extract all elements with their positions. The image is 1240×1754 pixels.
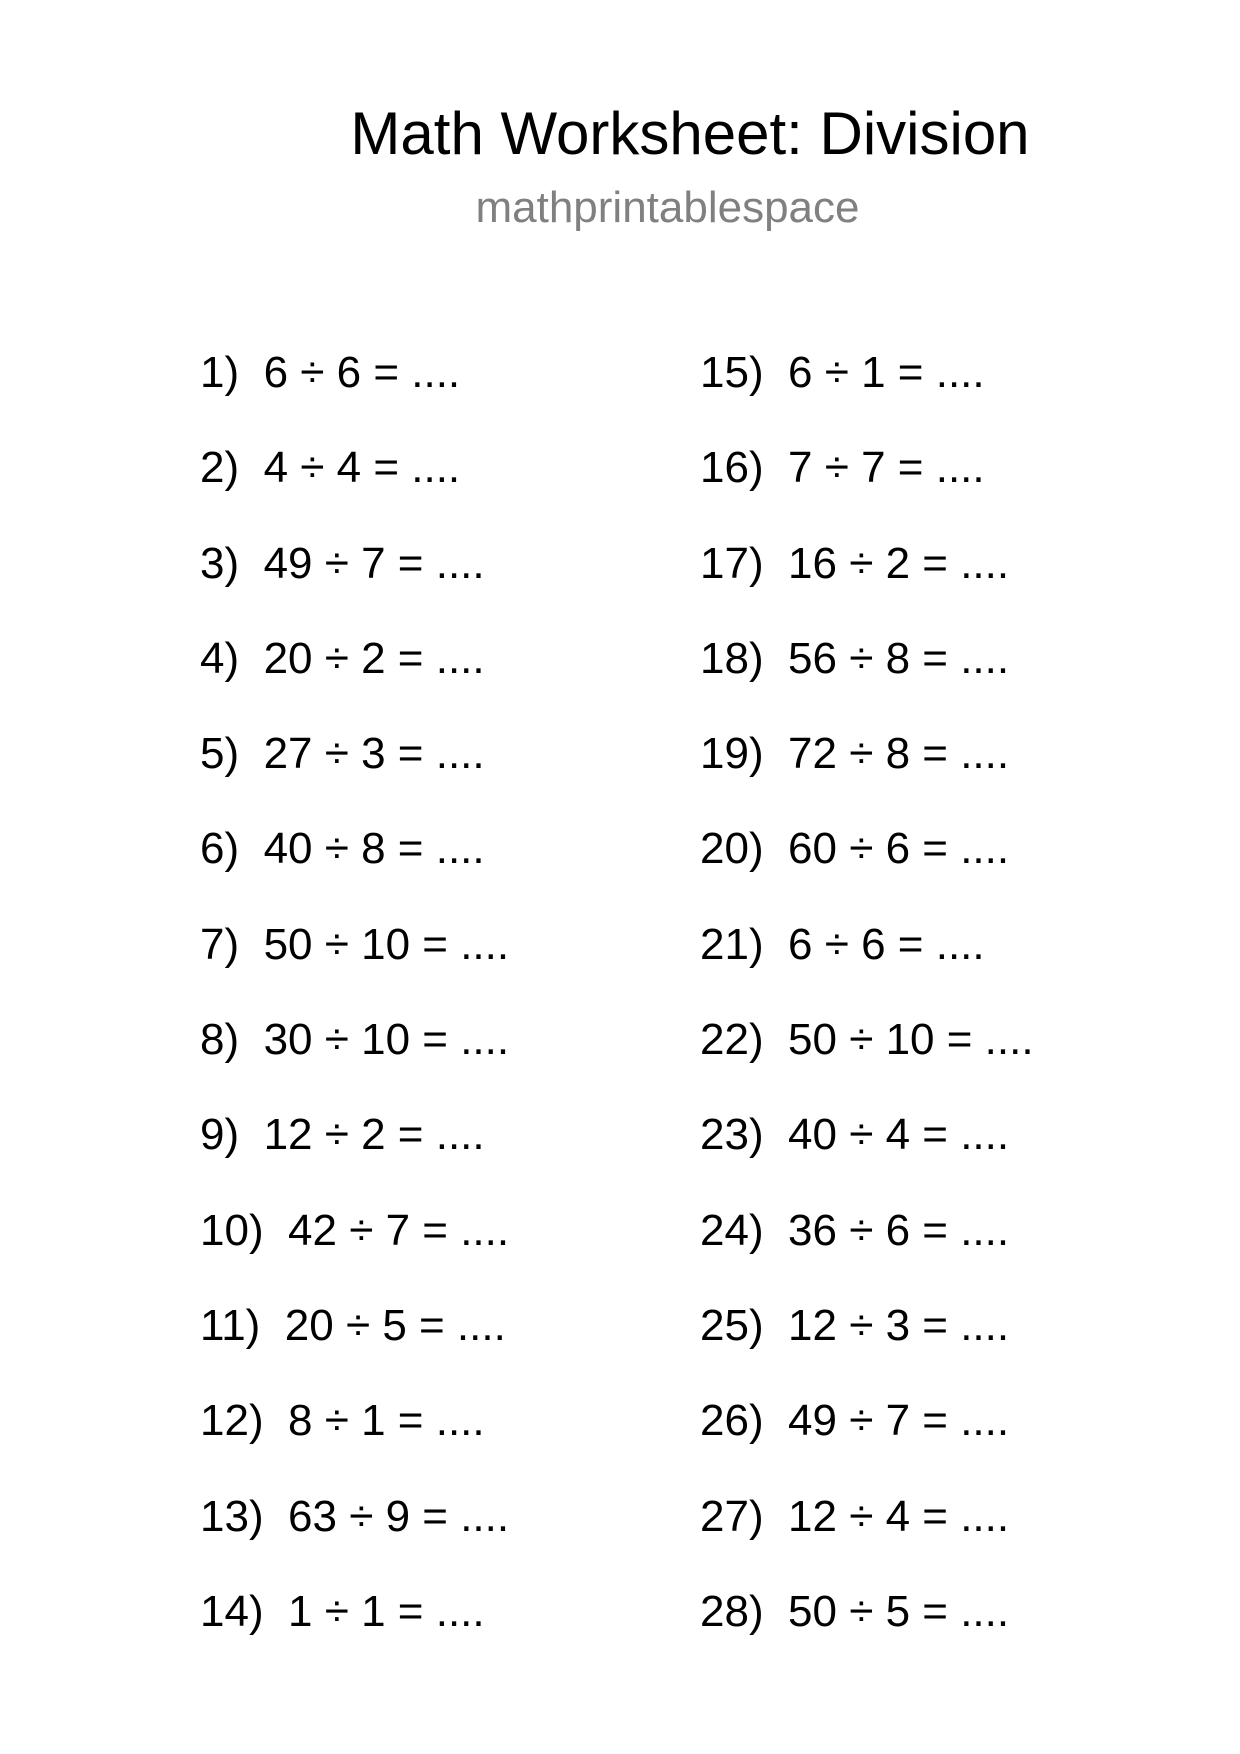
left-problem-column	[200, 347, 740, 1681]
problem-item: 24) 36 ÷ 6 = ....	[700, 1205, 1010, 1255]
problem-item: 25) 12 ÷ 3 = ....	[700, 1300, 1010, 1350]
problem-item: 28) 50 ÷ 5 = ....	[700, 1586, 1010, 1636]
problem-item: 15) 6 ÷ 1 = ....	[700, 348, 985, 397]
problem-item: 4) 20 ÷ 2 = ....	[200, 633, 485, 683]
problem-item: 13) 63 ÷ 9 = ....	[200, 1491, 510, 1541]
problem-item: 22) 50 ÷ 10 = ....	[700, 1015, 1034, 1065]
problem-item: 1) 6 ÷ 6 = ....	[200, 348, 461, 397]
problem-item: 5) 27 ÷ 3 = ....	[200, 729, 485, 779]
problem-item: 8) 30 ÷ 10 = ....	[200, 1015, 510, 1065]
problem-item: 3) 49 ÷ 7 = ....	[200, 538, 485, 588]
problem-item: 21) 6 ÷ 6 = ....	[700, 919, 985, 969]
worksheet-title: Math Worksheet: Division	[350, 100, 1030, 167]
problem-item: 26) 49 ÷ 7 = ....	[700, 1396, 1010, 1446]
problem-item: 17) 16 ÷ 2 = ....	[700, 538, 1010, 588]
problem-item: 9) 12 ÷ 2 = ....	[200, 1110, 485, 1160]
problem-item: 6) 40 ÷ 8 = ....	[200, 824, 485, 874]
problem-item: 20) 60 ÷ 6 = ....	[700, 824, 1010, 874]
problem-item: 27) 12 ÷ 4 = ....	[700, 1491, 1010, 1541]
worksheet-subtitle: mathprintablespace	[475, 183, 860, 232]
problem-item: 23) 40 ÷ 4 = ....	[700, 1110, 1010, 1160]
problem-item: 2) 4 ÷ 4 = ....	[200, 443, 461, 493]
problem-item: 19) 72 ÷ 8 = ....	[700, 729, 1010, 779]
problem-item: 7) 50 ÷ 10 = ....	[200, 919, 510, 969]
problem-item: 11) 20 ÷ 5 = ....	[200, 1300, 506, 1350]
problem-item: 18) 56 ÷ 8 = ....	[700, 633, 1010, 683]
problem-item: 12) 8 ÷ 1 = ....	[200, 1396, 485, 1446]
problem-item: 14) 1 ÷ 1 = ....	[200, 1586, 485, 1636]
problem-item: 10) 42 ÷ 7 = ....	[200, 1205, 510, 1255]
problem-item: 16) 7 ÷ 7 = ....	[700, 443, 985, 493]
right-problem-column	[700, 347, 1240, 1681]
